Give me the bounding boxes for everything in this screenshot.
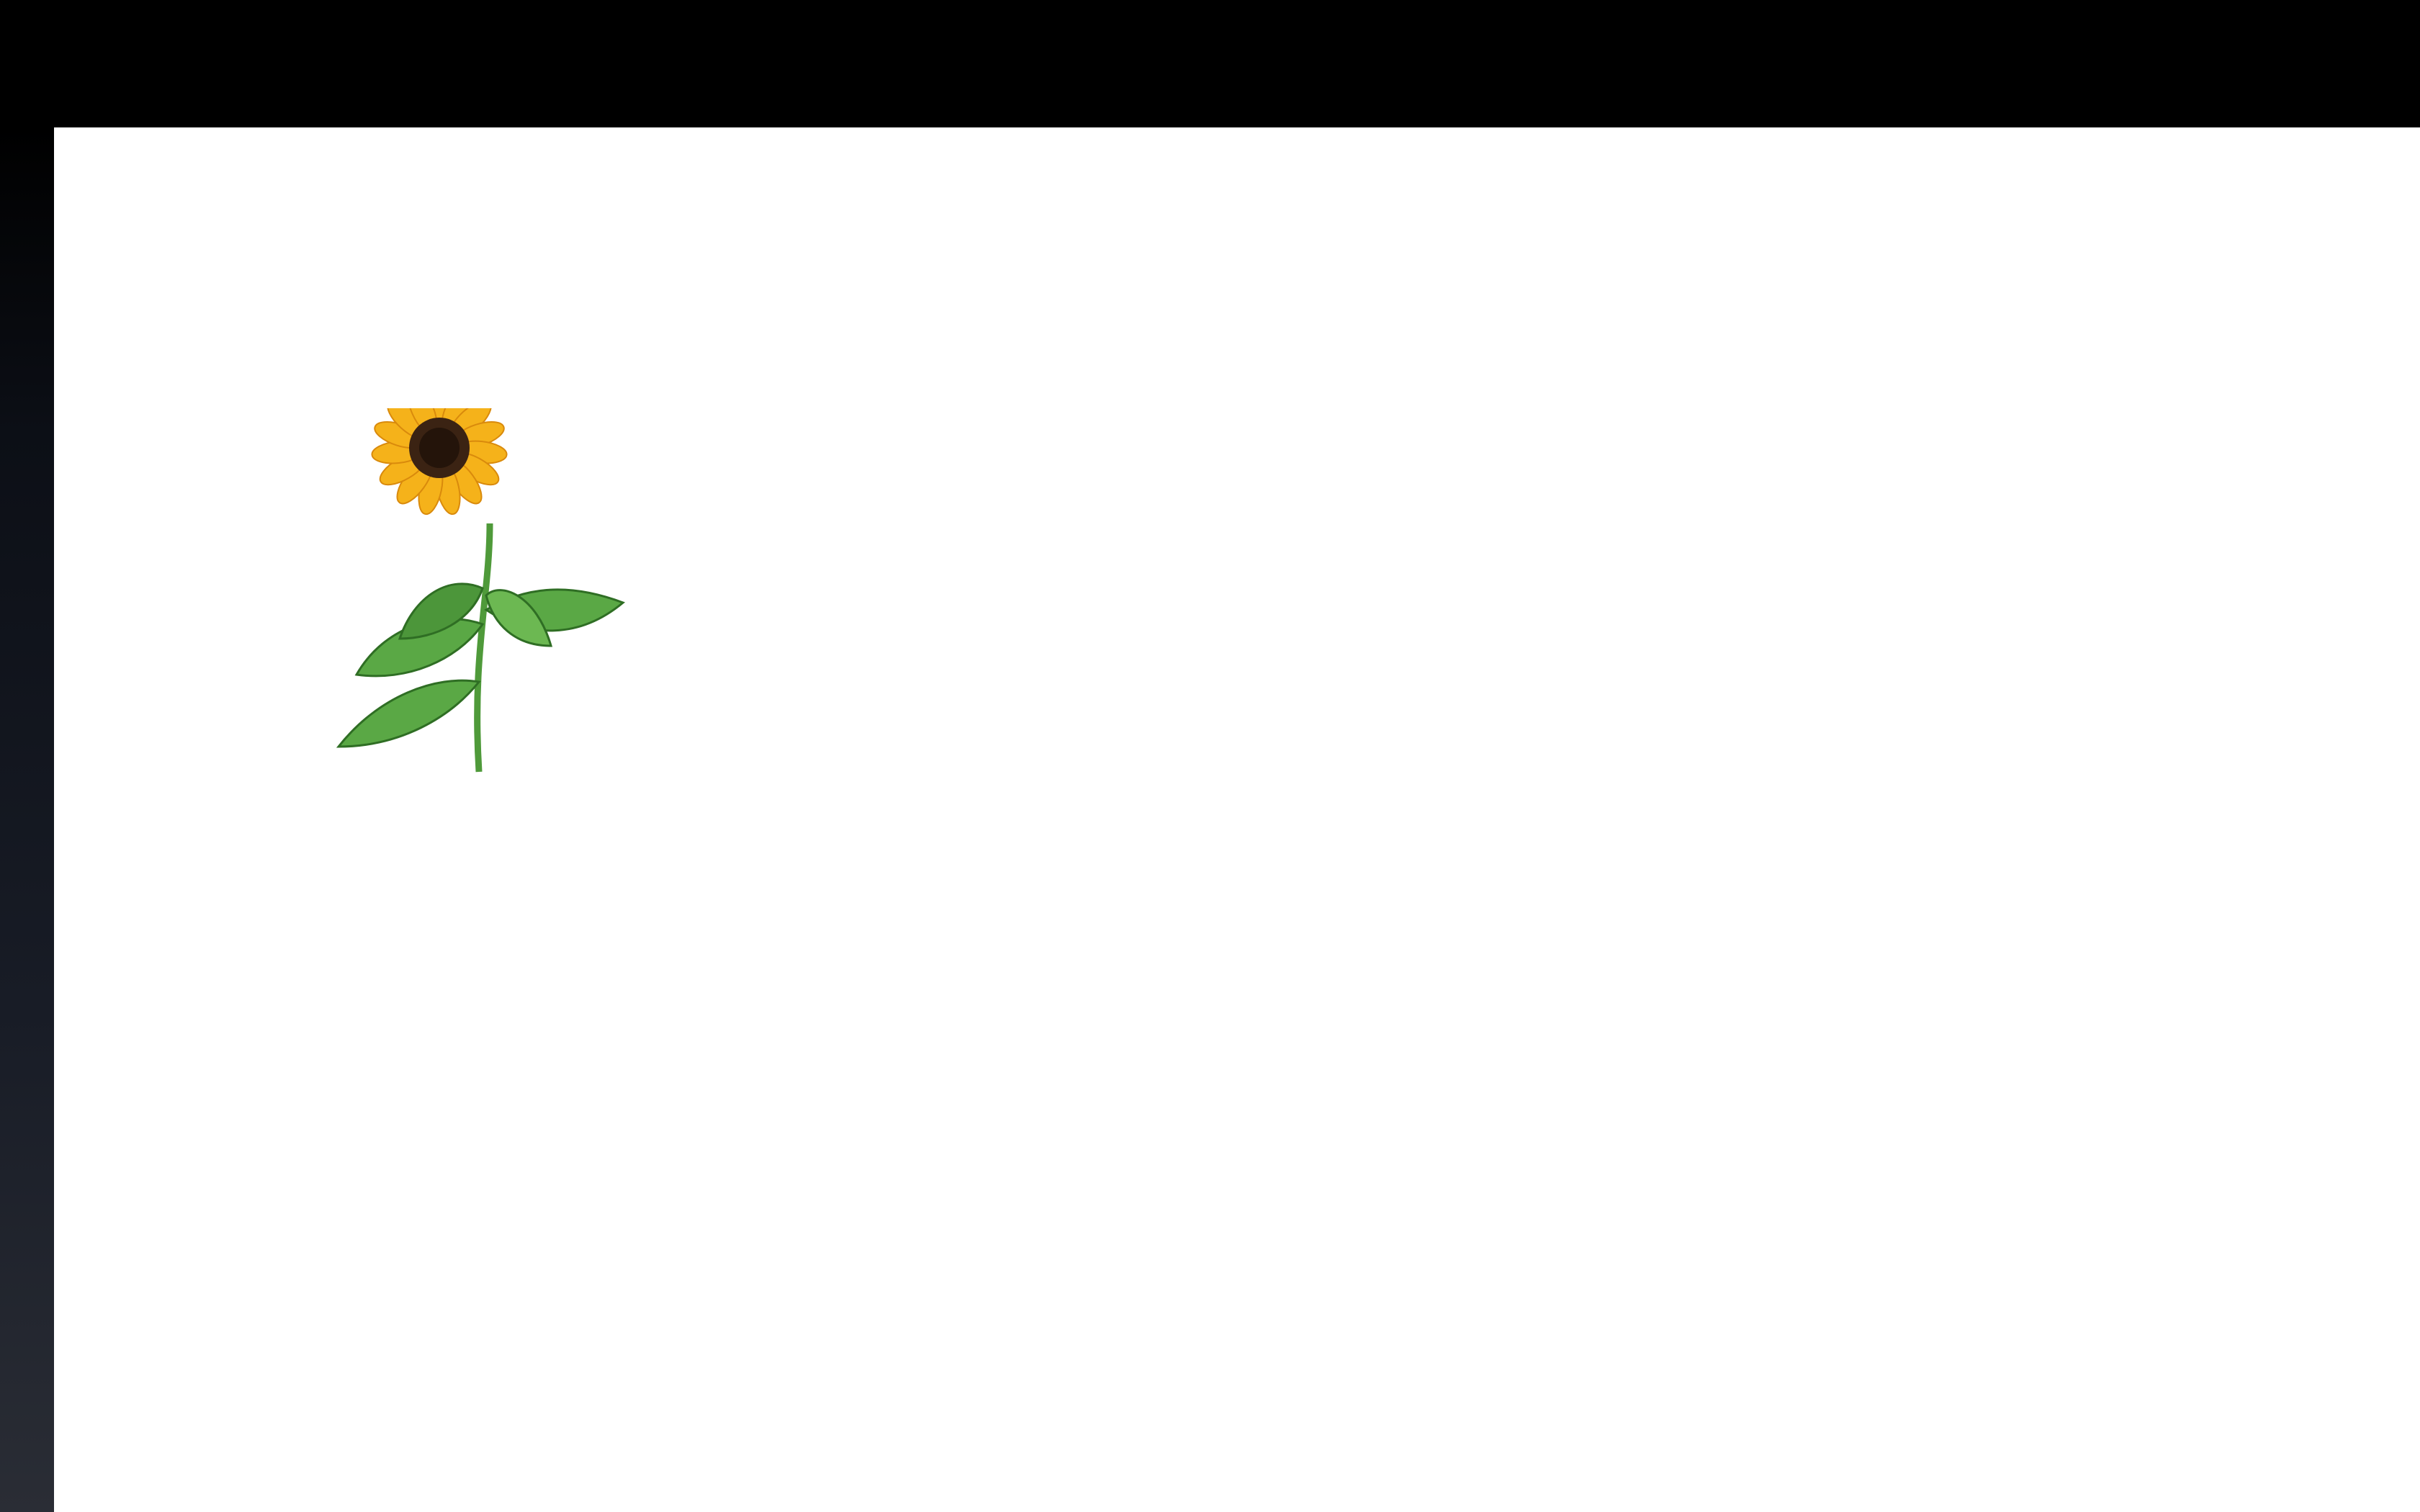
document-page [54,127,2420,1512]
flower-pot-border-top [150,228,2420,257]
flower-pot-border-right [2350,258,2382,1512]
sunflower-illustration [335,408,630,775]
flower-pot-border-left [150,258,182,1512]
watermark [54,127,2420,1512]
